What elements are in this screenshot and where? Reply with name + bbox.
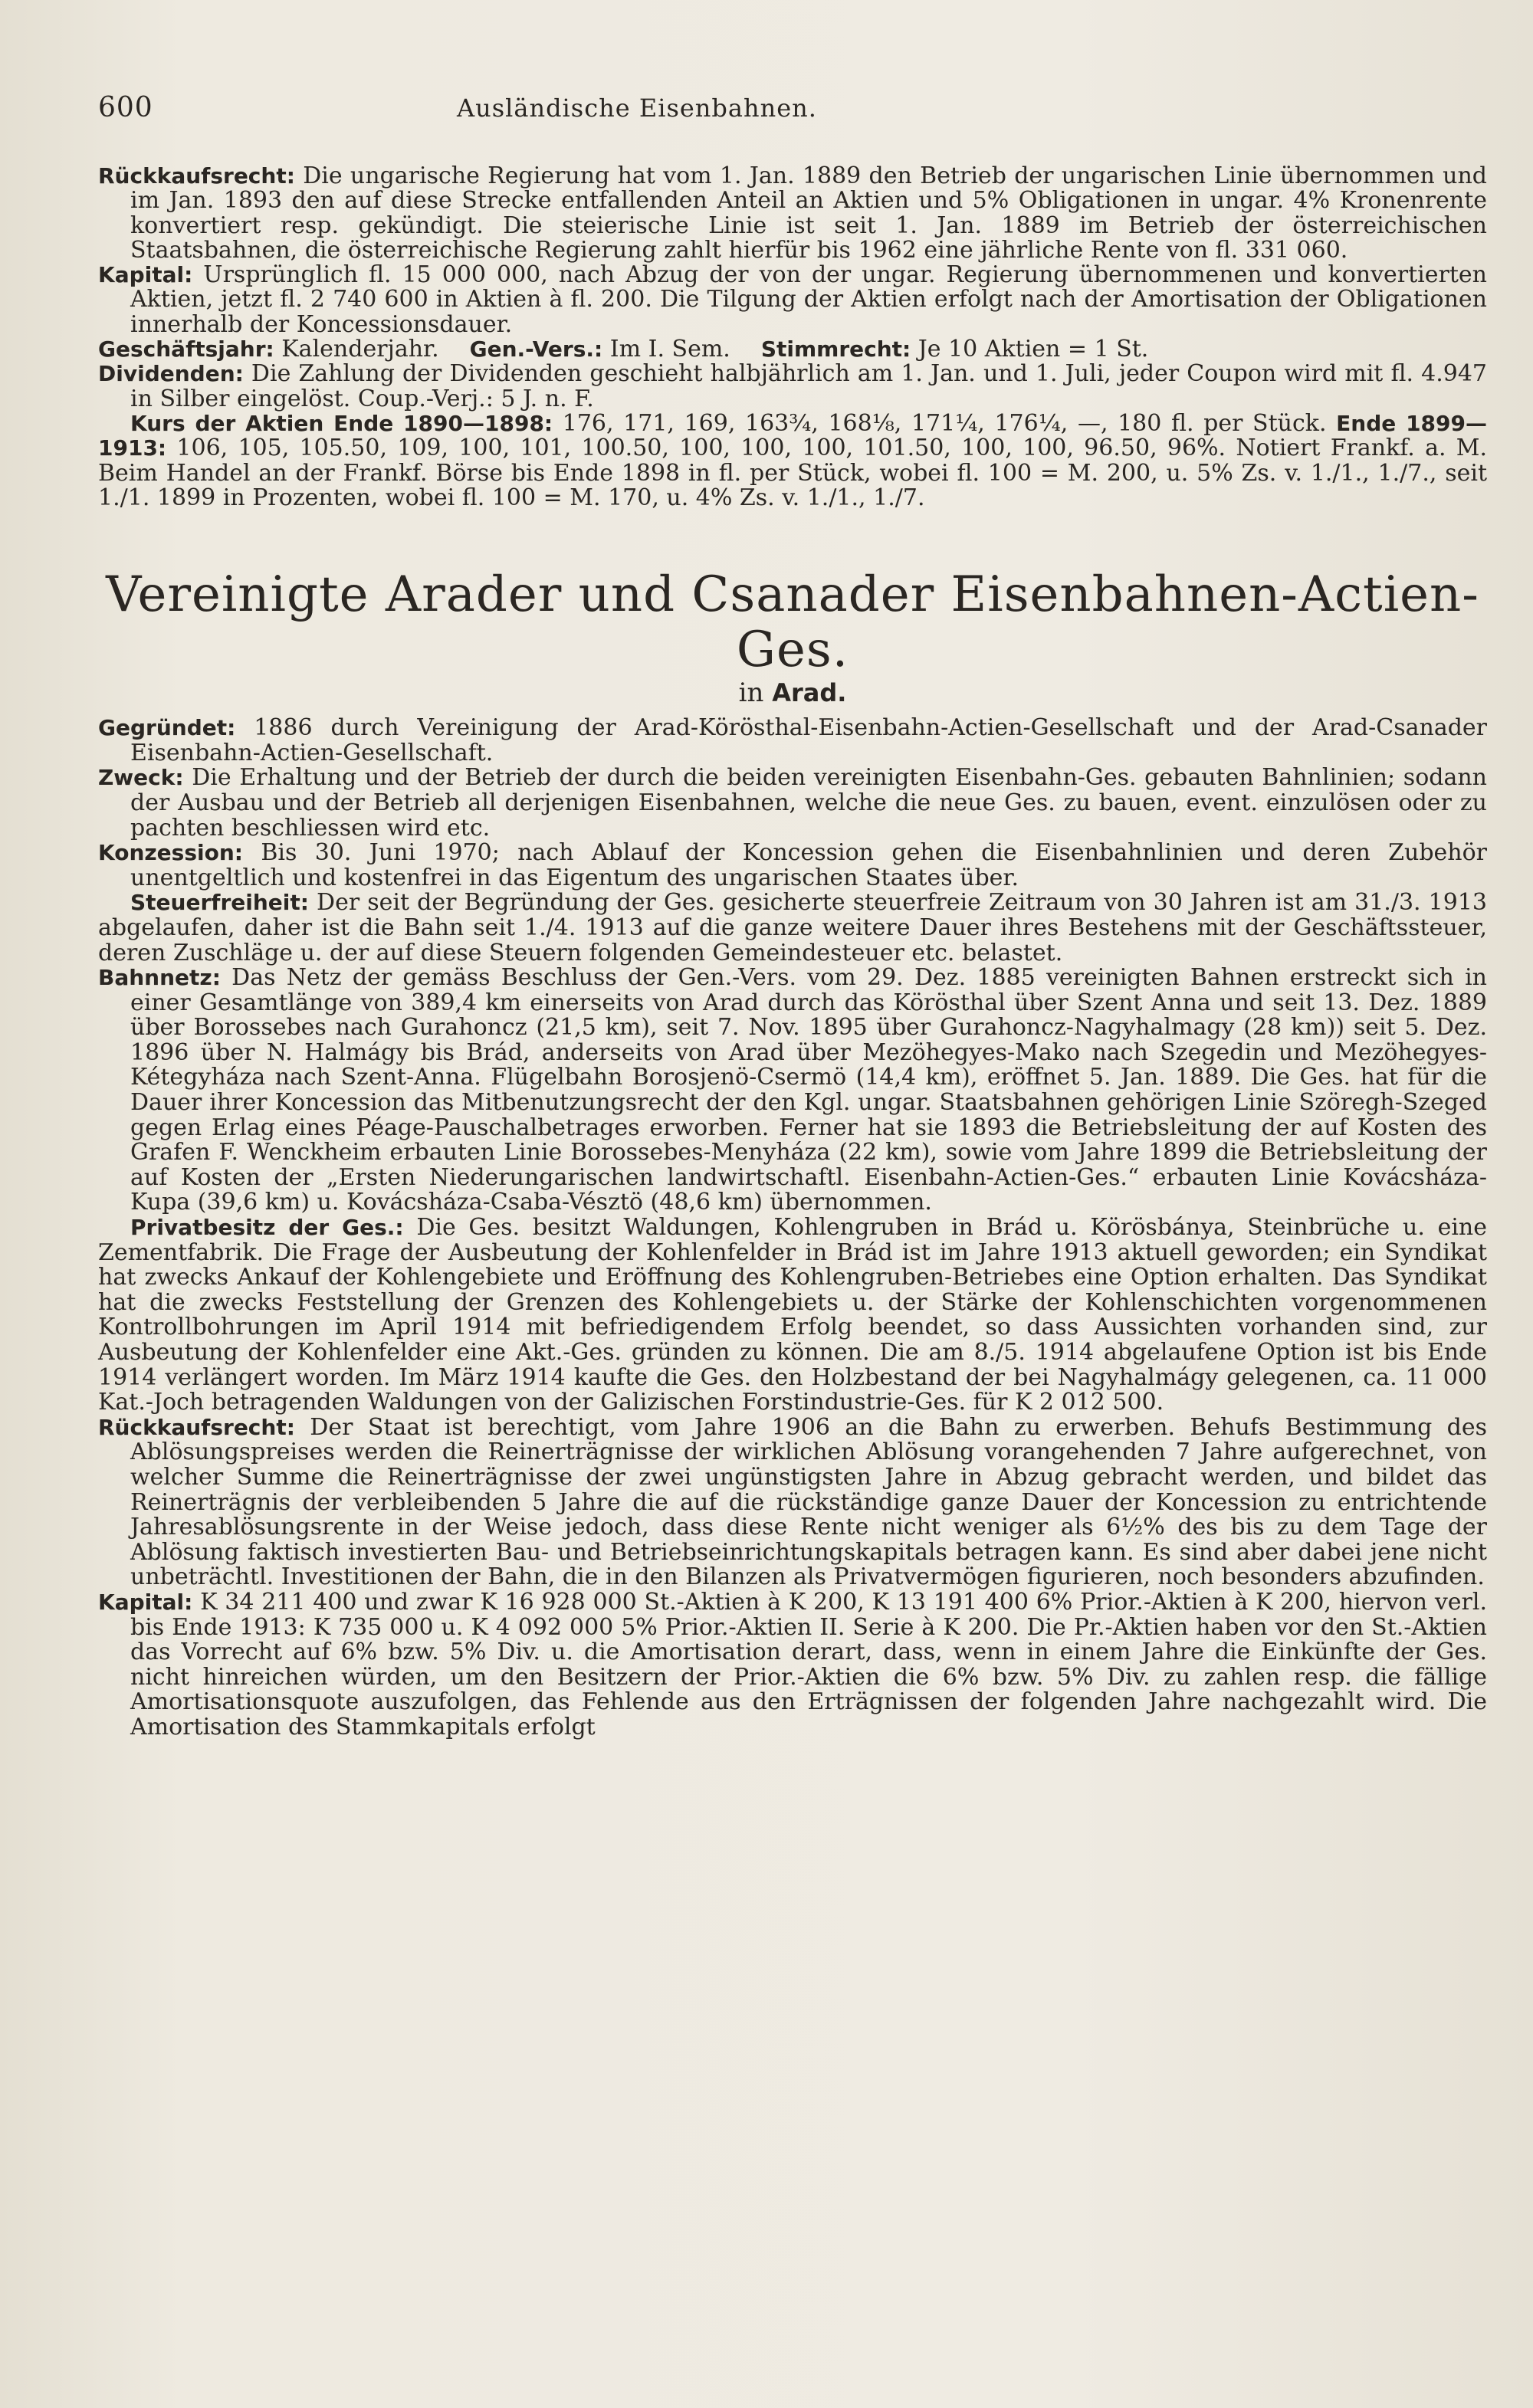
label-kurs-1890: Kurs der Aktien Ende 1890—1898: (130, 410, 553, 436)
company-location (98, 677, 1487, 708)
text-kurs-1890: 176, 171, 169, 163¾, 168⅛, 171¼, 176¼, —, 180 fl. per Stück. (553, 409, 1327, 437)
label-kapital: Kapital: (98, 262, 193, 288)
text-rueckkaufsrecht: Die ungarische Regierung hat vom 1. Jan. 1889 den Betrieb der ungarischen Linie übernommen und im Jan. 1893 den auf diese Strecke entfallenden Anteil an Aktien und 5% Obligationen in ungar. 4% Kronenrente konvertiert resp. gekündigt. Die steierische Linie ist seit 1. Jan. 1889 im Betrieb der österreichischen Staatsbahnen, die österreichische Regierung zahlt hierfür bis 1962 eine jährliche Rente von fl. 331 060. (130, 162, 1487, 264)
paragraph-steuerfreiheit (98, 891, 1487, 966)
label-geschaeftsjahr: Geschäftsjahr: (98, 336, 274, 363)
text-rueckkaufsrecht-2: Der Staat ist berechtigt, vom Jahre 1906 an die Bahn zu erwerben. Behufs Bestimmung des Ablösungspreises werden die Reinerträgnisse der wirklichen Ablösung vorangehenden 7 Jahre aufgerechnet, von welcher Summe die Reinerträgnisse der zwei ungünstigsten Jahre in Abzug gebracht werden, und bildet das Reinerträgnis der verbleibenden 5 Jahre die auf die rückständige ganze Dauer der Koncession zu entrichtende Jahresablösungsrente in der Weise jedoch, dass diese Rente nicht weniger als 6½% des bis zu dem Tage der Ablösung faktisch investierten Bau- und Betriebseinrichtungskapitals betragen kann. Es sind aber dabei jene nicht unbeträchtl. Investitionen der Bahn, die in den Bilanzen als Privatvermögen figurieren, noch besonders abzufinden. (130, 1413, 1487, 1591)
label-kurs-1899: Ende 1899—1913: (98, 410, 1487, 461)
label-kapital-2: Kapital: (98, 1589, 193, 1615)
location-city: Arad. (772, 678, 847, 708)
label-gegruendet: Gegründet: (98, 715, 236, 741)
paragraph-kapital (98, 263, 1487, 337)
page-header (98, 92, 1487, 138)
label-konzession: Konzession: (98, 840, 243, 866)
label-bahnnetz: Bahnnetz: (98, 965, 221, 991)
paragraph-gegruendet (98, 716, 1487, 766)
paragraph-kurs (98, 409, 1487, 511)
label-zweck: Zweck: (98, 765, 184, 791)
label-stimmrecht: Stimmrecht: (760, 336, 911, 363)
company-title: Vereinigte Arader und Csanader Eisenbahnen-Actien-Ges. (106, 566, 1479, 679)
section-previous-company (98, 164, 1487, 510)
location-prefix: in (738, 677, 773, 709)
running-title: Ausländische Eisenbahnen. (457, 93, 817, 123)
text-bahnnetz: Das Netz der gemäss Beschluss der Gen.-Vers. vom 29. Dez. 1885 vereinigten Bahnen erstreckt sich in einer Gesamtlänge von 389,4 km einerseits von Arad durch das Körösthal über Szent Anna und seit 13. Dez. 1889 über Borossebes nach Gurahoncz (21,5 km), seit 7. Nov. 1895 über Gurahoncz-Nagyhalmagy (28 km)) seit 5. Dez. 1896 über N. Halmágy bis Brád, anderseits von Arad über Mezöhegyes-Mako nach Szegedin und Mezöhegyes-Kétegyháza nach Szent-Anna. Flügelbahn Borosjenö-Csermö (14,4 km), eröffnet 5. Jan. 1889. Die Ges. hat für die Dauer ihrer Koncession das Mitbenutzungsrecht der den Kgl. ungar. Staatsbahnen gehörigen Linie Szöregh-Szeged gegen Erlag eines Péage-Pauschalbetrages erworben. Ferner hat sie 1893 die Betriebsleitung der auf Kosten des Grafen F. Wenckheim erbauten Linie Borossebes-Menyháza (22 km), sowie vom Jahre 1899 die Betriebsleitung der auf Kosten der „Ersten Niederungarischen landwirtschaftl. Eisenbahn-Actien-Ges.“ erbauten Linie Kovácsháza-Kupa (39,6 km) u. Kovácsháza-Csaba-Vésztö (48,6 km) übernommen. (130, 964, 1487, 1216)
text-steuerfreiheit: Der seit der Begründung der Ges. gesicherte steuerfreie Zeitraum von 30 Jahren ist am 31./3. 1913 abgelaufen, daher ist die Bahn seit 1./4. 1913 auf die ganze weitere Dauer ihres Bestehens mit der Geschäftssteuer, deren Zuschläge u. der auf diese Steuern folgenden Gemeindesteuer etc. belastet. (98, 889, 1487, 966)
label-dividenden: Dividenden: (98, 361, 244, 387)
text-privatbesitz: Die Ges. besitzt Waldungen, Kohlengruben in Brád u. Körösbánya, Steinbrüche u. eine Zementfabrik. Die Frage der Ausbeutung der Kohlenfelder in Brád ist im Jahre 1913 aktuell geworden; ein Syndikat hat zwecks Ankauf der Kohlengebiete und Eröffnung des Kohlengruben-Betriebes eine Option erhalten. Das Syndikat hat die zwecks Feststellung der Grenzen des Kohlengebiets u. der Stärke der Kohlenschichten vorgenommenen Kontrollbohrungen im April 1914 mit befriedigendem Erfolg beendet, so dass Aussichten vorhanden sind, zur Ausbeutung der Kohlenfelder eine Akt.-Ges. gründen zu können. Die am 8./5. 1914 abgelaufene Option ist bis Ende 1914 verlängert worden. Im März 1914 kaufte die Ges. den Holzbestand der bei Nagyhalmágy gelegenen, ca. 11 000 Kat.-Joch betragenden Waldungen von der Galizischen Forstindustrie-Ges. für K 2 012 500. (98, 1214, 1488, 1416)
label-steuerfreiheit: Steuerfreiheit: (130, 890, 309, 916)
text-zweck: Die Erhaltung und der Betrieb der durch die beiden vereinigten Eisenbahn-Ges. gebauten Bahnlinien; sodann der Ausbau und der Betrieb all derjenigen Eisenbahnen, welche die neue Ges. zu bauen, event. einzulösen oder zu pachten beschliessen wird etc. (130, 764, 1487, 841)
label-gen-vers: Gen.-Vers.: (469, 336, 603, 363)
text-stimmrecht: Je 10 Aktien = 1 St. (911, 336, 1149, 363)
text-konzession: Bis 30. Juni 1970; nach Ablauf der Koncession gehen die Eisenbahnlinien und deren Zubehör unentgeltlich und kostenfrei in das Eigentum des ungarischen Staates über. (130, 839, 1487, 891)
text-kurs-1899: 106, 105, 105.50, 109, 100, 101, 100.50, 100, 100, 100, 101.50, 100, 100, 96.50, 96%. Notiert Frankf. a. M. Beim Handel an der Frankf. Börse bis Ende 1898 in fl. per Stück, wobei fl. 100 = M. 200, u. 5% Zs. v. 1./1., 1./7., seit 1./1. 1899 in Prozenten, wobei fl. 100 = M. 170, u. 4% Zs. v. 1./1., 1./7. (98, 435, 1487, 511)
paragraph-bahnnetz (98, 966, 1487, 1215)
paragraph-zweck (98, 766, 1487, 841)
label-rueckkaufsrecht-2: Rückkaufsrecht: (98, 1414, 295, 1440)
page-number: 600 (98, 92, 153, 123)
text-kapital: Ursprünglich fl. 15 000 000, nach Abzug der von der ungar. Regierung übernommenen und konvertierten Aktien, jetzt fl. 2 740 600 in Aktien à fl. 200. Die Tilgung der Aktien erfolgt nach der Amortisation der Obligationen innerhalb der Koncessionsdauer. (130, 261, 1487, 338)
paragraph-privatbesitz (98, 1215, 1487, 1416)
text-kapital-2: K 34 211 400 und zwar K 16 928 000 St.-Aktien à K 200, K 13 191 400 6% Prior.-Aktien à K 200, hiervon verl. bis Ende 1913: K 735 000 u. K 4 092 000 5% Prior.-Aktien II. Serie à K 200. Die Pr.-Aktien haben vor den St.-Aktien das Vorrecht auf 6% bzw. 5% Div. u. die Amortisation derart, dass, wenn in einem Jahre die Einkünfte der Ges. nicht hinreichen würden, um den Besitzern der Prior.-Aktien die 6% bzw. 5% Div. zu zahlen resp. die fällige Amortisationsquote auszufolgen, das Fehlende aus den Erträgnissen der folgenden Jahre nachgezahlt wird. Die Amortisation des Stammkapitals erfolgt (130, 1588, 1487, 1740)
text-gegruendet: 1886 durch Vereinigung der Arad-Körösthal-Eisenbahn-Actien-Gesellschaft und der Arad-Csanader Eisenbahn-Actien-Gesellschaft. (130, 714, 1487, 766)
text-geschaeftsjahr: Kalenderjahr. (274, 336, 439, 363)
section-arader-csanader (98, 567, 1487, 1740)
label-rueckkaufsrecht: Rückkaufsrecht: (98, 163, 295, 189)
paragraph-rueckkaufsrecht (98, 164, 1487, 263)
label-privatbesitz: Privatbesitz der Ges.: (130, 1215, 404, 1241)
paragraph-kapital-2 (98, 1590, 1487, 1740)
paragraph-dividenden (98, 362, 1487, 412)
paragraph-geschaeftsjahr (98, 337, 1487, 362)
paragraph-konzession (98, 841, 1487, 891)
paragraph-rueckkaufsrecht-2 (98, 1413, 1487, 1591)
text-dividenden: Die Zahlung der Dividenden geschieht halbjährlich am 1. Jan. und 1. Juli, jeder Coupon wird mit fl. 4.947 in Silber eingelöst. Coup.-Verj.: 5 J. n. F. (130, 360, 1487, 412)
text-gen-vers: Im I. Sem. (602, 336, 730, 363)
